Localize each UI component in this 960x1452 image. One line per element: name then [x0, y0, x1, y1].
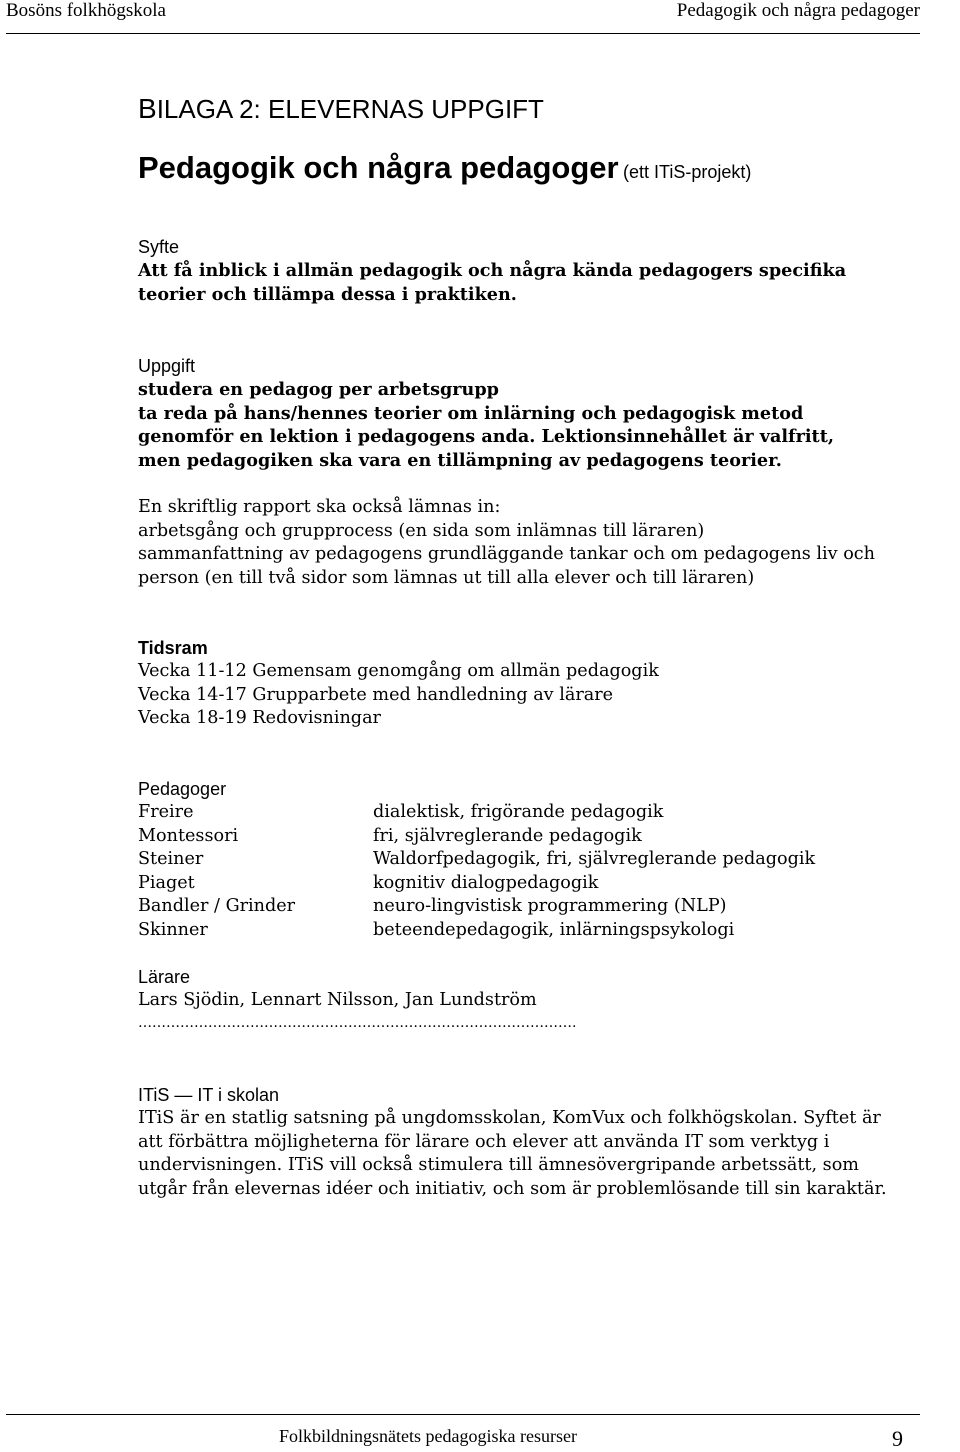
page-title: [138, 150, 751, 186]
appendix-heading-rest: ILAGA 2: ELEVERNAS UPPGIFT: [156, 94, 544, 124]
footer-text: Folkbildningsnätets pedagogiska resurser: [279, 1426, 577, 1446]
section-rapport: [138, 496, 928, 590]
rapport-line: En skriftlig rapport ska också lämnas in:: [138, 497, 501, 517]
section-itis: [138, 1084, 928, 1201]
tidsram-heading: Tidsram: [138, 638, 208, 658]
section-syfte: [138, 236, 928, 306]
running-header: [0, 0, 960, 36]
pedagog-desc: neuro-lingvistisk programmering (NLP): [373, 896, 727, 916]
pedagog-name: Piaget: [138, 872, 195, 893]
pedagog-name: Freire: [138, 802, 194, 822]
larare-heading: Lärare: [138, 967, 191, 987]
pedagog-name: Montessori: [138, 825, 239, 846]
itis-line: att förbättra möjligheterna för lärare och elever att använda IT som verktyg i: [138, 1131, 830, 1152]
tidsram-line: Vecka 18-19 Redovisningar: [138, 708, 381, 728]
itis-line: utgår från elevernas idéer och initiativ, och som är problemlösande till sin karaktär.: [138, 1178, 887, 1199]
appendix-heading-cap: B: [138, 93, 157, 124]
pedagog-name: Skinner: [138, 919, 208, 940]
uppgift-line: men pedagogiken ska vara en tillämpning av pedagogens teorier.: [138, 449, 782, 471]
rapport-line: sammanfattning av pedagogens grundläggande tankar och om pedagogens liv och: [138, 544, 875, 564]
larare-dots: ………………………………………………………………………………….: [138, 1014, 577, 1031]
header-rule: [6, 33, 920, 34]
page-footer: [0, 1410, 960, 1451]
uppgift-line: studera en pedagog per arbetsgrupp: [138, 379, 499, 400]
pedagog-desc: fri, självreglerande pedagogik: [373, 825, 642, 846]
itis-line: undervisningen. ITiS vill också stimulera till ämnesövergripande arbetssätt, som: [138, 1155, 859, 1175]
rapport-line: person (en till två sidor som lämnas ut till alla elever och till läraren): [138, 567, 755, 588]
uppgift-heading: Uppgift: [138, 356, 196, 376]
pedagog-desc: kognitiv dialogpedagogik: [373, 872, 599, 893]
uppgift-line: genomför en lektion i pedagogens anda. Lektionsinnehållet är valfritt,: [138, 426, 834, 447]
pedagog-name: Steiner: [138, 849, 204, 869]
larare-names: Lars Sjödin, Lennart Nilsson, Jan Lundström: [138, 990, 537, 1010]
section-larare: [138, 966, 928, 1033]
section-uppgift: [138, 355, 928, 472]
appendix-heading: [138, 93, 544, 125]
pedagoger-table: [138, 801, 928, 942]
rapport-line: arbetsgång och grupprocess (en sida som inlämnas till läraren): [138, 520, 705, 541]
pedagog-desc: beteendepedagogik, inlärningspsykologi: [373, 919, 735, 940]
footer-rule: [6, 1414, 920, 1415]
syfte-heading: Syfte: [138, 237, 180, 257]
header-doc-title: Pedagogik och några pedagoger: [676, 0, 920, 21]
pedagog-name: Bandler / Grinder: [138, 896, 296, 916]
uppgift-line: ta reda på hans/hennes teorier om inlärning och pedagogisk metod: [138, 402, 804, 424]
tidsram-line: Vecka 11-12 Gemensam genomgång om allmän pedagogik: [138, 661, 659, 681]
itis-heading: ITiS — IT i skolan: [138, 1085, 280, 1105]
pedagog-desc: dialektisk, frigörande pedagogik: [373, 802, 664, 822]
syfte-line: Att få inblick i allmän pedagogik och några kända pedagogers specifika: [138, 260, 847, 281]
page-title-main: Pedagogik och några pedagoger: [138, 150, 619, 185]
section-pedagoger: [138, 778, 928, 942]
itis-line: ITiS är en statlig satsning på ungdomsskolan, KomVux och folkhögskolan. Syftet är: [138, 1108, 881, 1128]
tidsram-line: Vecka 14-17 Grupparbete med handledning av lärare: [138, 684, 614, 705]
syfte-line: teorier och tillämpa dessa i praktiken.: [138, 283, 517, 305]
page-number: 9: [892, 1426, 903, 1451]
section-tidsram: [138, 637, 928, 731]
pedagoger-heading: Pedagoger: [138, 779, 227, 799]
pedagog-desc: Waldorfpedagogik, fri, självreglerande pedagogik: [373, 849, 816, 869]
page-title-sub: (ett ITiS-projekt): [623, 162, 752, 182]
header-school: Bosöns folkhögskola: [6, 0, 166, 21]
